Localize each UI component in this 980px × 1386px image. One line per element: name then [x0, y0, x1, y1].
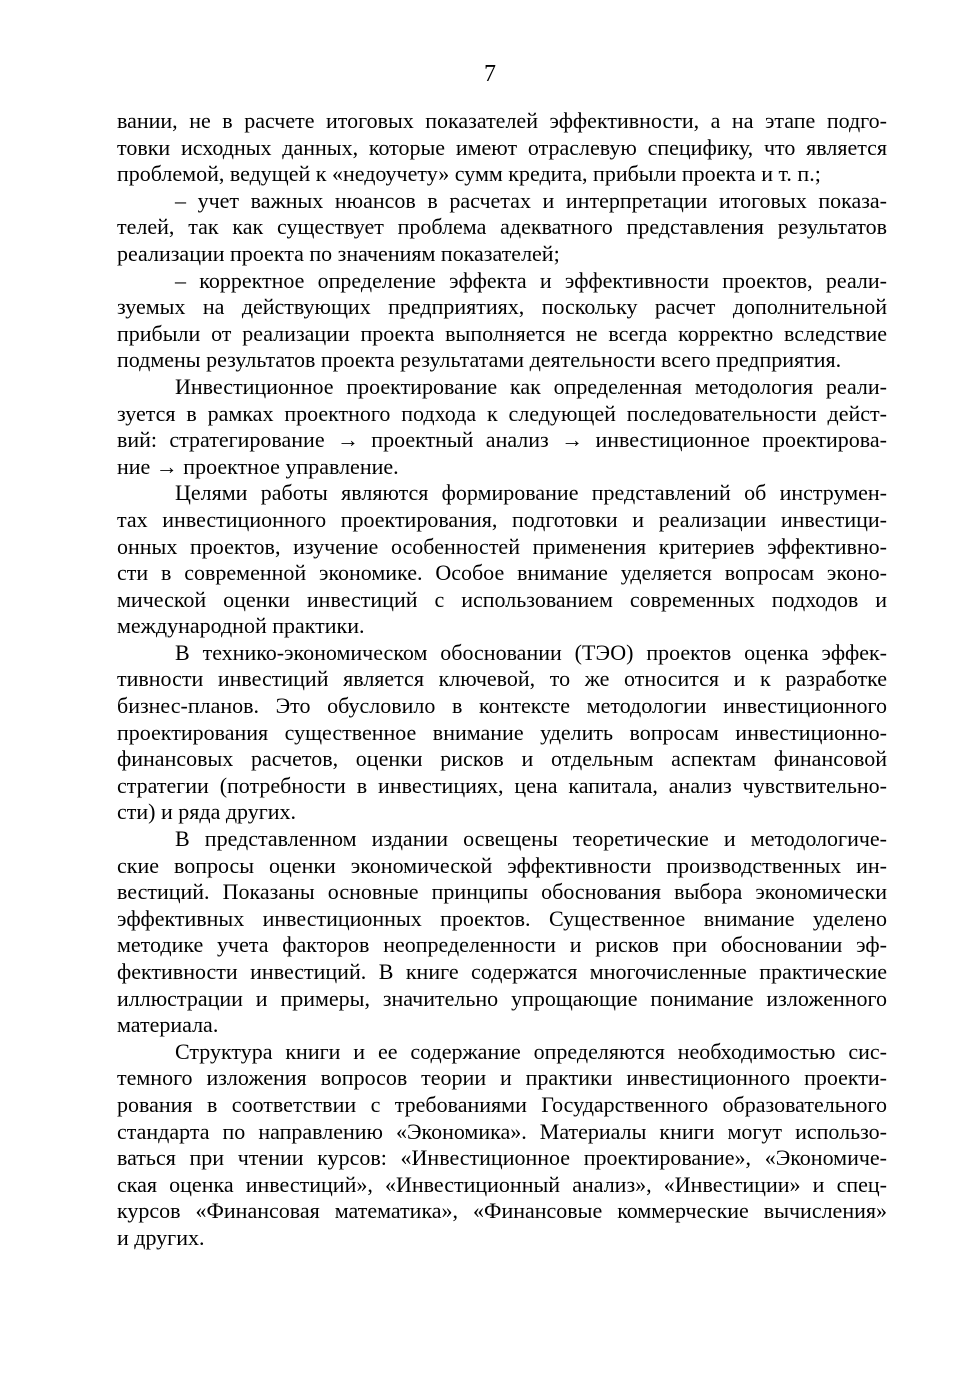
- text-line: проектирования существенное внимание уделить вопросам инвестиционно-: [117, 719, 887, 745]
- text-line: зуется в рамках проектного подхода к следующей последовательности дейст-: [117, 400, 887, 426]
- text-line: бизнес-планов. Это обусловило в контексте методологии инвестиционного: [117, 693, 887, 719]
- text-line: стандарта по направлению «Экономика». Материалы книги могут использо-: [117, 1118, 887, 1144]
- text-line: международной практики.: [117, 613, 365, 639]
- text-line: – учет важных нюансов в расчетах и интерпретации итоговых показа-: [175, 187, 887, 213]
- text-line: иллюстрации и примеры, значительно упрощающие понимание изложенного: [117, 985, 887, 1011]
- text-line: методике учета факторов неопределенности и рисков при обосновании эф-: [117, 932, 887, 958]
- text-line: ская оценка инвестиций», «Инвестиционный анализ», «Инвестиции» и спец-: [117, 1171, 887, 1197]
- text-line: и других.: [117, 1224, 205, 1250]
- body-text: [117, 108, 887, 1252]
- text-line: Целями работы являются формирование представлений об инструмен-: [175, 480, 887, 506]
- text-line: вестиций. Показаны основные принципы обоснования выбора экономически: [117, 879, 887, 905]
- text-line: прибыли от реализации проекта выполняется не всегда корректно вследствие: [117, 320, 887, 346]
- text-line: зуемых на действующих предприятиях, поскольку расчет дополнительной: [117, 294, 887, 320]
- text-line: тах инвестиционного проектирования, подготовки и реализации инвестици-: [117, 506, 887, 532]
- text-line: ние → проектное управление.: [117, 453, 399, 479]
- text-line: сти в современной экономике. Особое внимание уделяется вопросам эконо-: [117, 560, 887, 586]
- text-line: проблемой, ведущей к «недоучету» сумм кредита, прибыли проекта и т. п.;: [117, 161, 821, 187]
- page-number: 7: [484, 61, 496, 87]
- text-line: В представленном издании освещены теоретические и методологиче-: [175, 826, 887, 852]
- text-line: темного изложения вопросов теории и практики инвестиционного проекти-: [117, 1065, 887, 1091]
- text-line: ваться при чтении курсов: «Инвестиционное проектирование», «Экономиче-: [117, 1145, 887, 1171]
- text-line: реализации проекта по значениям показателей;: [117, 240, 560, 266]
- text-line: подмены результатов проекта результатами деятельности всего предприятия.: [117, 347, 842, 373]
- text-line: В технико-экономическом обосновании (ТЭО) проектов оценка эффек-: [175, 639, 887, 665]
- text-line: тивности инвестиций является ключевой, то же относится и к разработке: [117, 666, 887, 692]
- text-line: эффективных инвестиционных проектов. Существенное внимание уделено: [117, 905, 887, 931]
- text-line: вий: стратегирование → проектный анализ → инвестиционное проектирова-: [117, 427, 887, 453]
- text-line: Инвестиционное проектирование как определенная методология реали-: [175, 373, 887, 399]
- text-line: материала.: [117, 1012, 219, 1038]
- text-line: ские вопросы оценки экономической эффективности производственных ин-: [117, 852, 887, 878]
- text-line: мической оценки инвестиций с использованием современных подходов и: [117, 586, 887, 612]
- text-line: стратегии (потребности в инвестициях, цена капитала, анализ чувствительно-: [117, 772, 887, 798]
- text-line: – корректное определение эффекта и эффективности проектов, реали-: [175, 267, 887, 293]
- text-line: рования в соответствии с требованиями Государственного образовательного: [117, 1091, 887, 1117]
- text-line: Структура книги и ее содержание определяются необходимостью сис-: [175, 1038, 887, 1064]
- text-line: телей, так как существует проблема адекватного представления результатов: [117, 214, 887, 240]
- text-line: товки исходных данных, которые имеют отраслевую специфику, что является: [117, 134, 887, 160]
- text-line: фективности инвестиций. В книге содержатся многочисленные практические: [117, 959, 887, 984]
- text-line: финансовых расчетов, оценки рисков и отдельным аспектам финансовой: [117, 746, 887, 772]
- text-line: сти) и ряда других.: [117, 799, 297, 825]
- text-line: вании, не в расчете итоговых показателей эффективности, а на этапе подго-: [117, 108, 887, 133]
- text-line: курсов «Финансовая математика», «Финансовые коммерческие вычисления»: [117, 1198, 887, 1224]
- text-line: онных проектов, изучение особенностей применения критериев эффективно-: [117, 533, 887, 559]
